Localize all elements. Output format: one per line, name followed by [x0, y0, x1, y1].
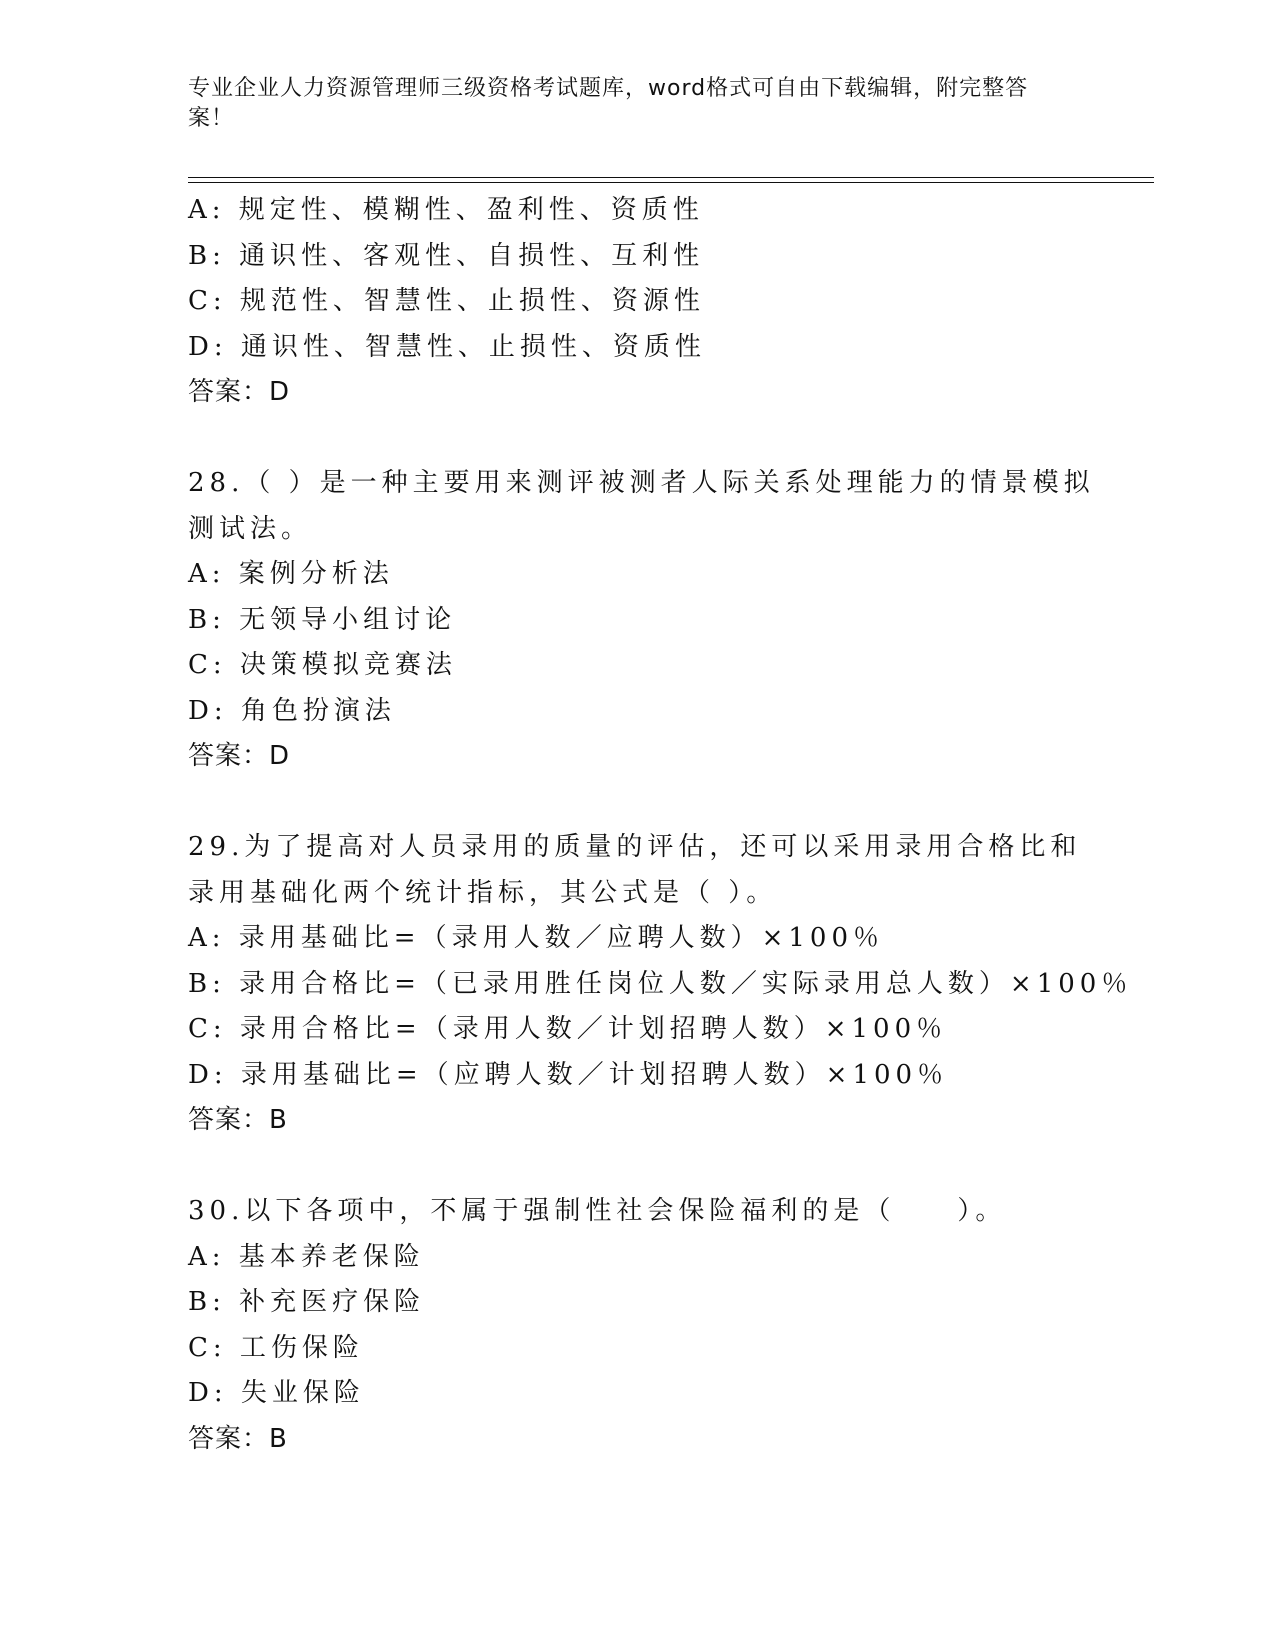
- question-29-option-c: C: 录用合格比=（录用人数／计划招聘人数）×100％: [188, 1014, 948, 1044]
- question-30-option-b: B: 补充医疗保险: [188, 1287, 426, 1317]
- question-29: [188, 825, 1133, 1144]
- question-27-option-a: A: 规定性、模糊性、盈利性、资质性: [188, 195, 704, 225]
- question-28: [188, 461, 1108, 780]
- question-29-answer: 答案：B: [188, 1105, 288, 1135]
- question-27: [188, 188, 1108, 416]
- question-30-option-a: A: 基本养老保险: [188, 1241, 425, 1272]
- question-29-option-a: A: 录用基础比=（录用人数／应聘人数）×100％: [188, 923, 884, 953]
- question-28-option-a: A: 案例分析法: [188, 559, 394, 589]
- header-divider-bottom: [188, 182, 1154, 183]
- question-spacer: [188, 416, 1108, 462]
- question-27-option-d: D: 通识性、智慧性、止损性、资质性: [188, 331, 706, 362]
- question-28-option-d: D: 角色扮演法: [188, 695, 396, 726]
- question-29-option-d: D: 录用基础比=（应聘人数／计划招聘人数）×100％: [188, 1059, 949, 1090]
- question-27-option-c: C: 规范性、智慧性、止损性、资源性: [188, 286, 705, 316]
- header-divider-top: [188, 177, 1154, 178]
- question-30: [188, 1189, 1108, 1462]
- question-30-answer: 答案：B: [188, 1423, 288, 1454]
- question-list: [188, 188, 1133, 1462]
- question-28-option-b: B: 无领导小组讨论: [188, 604, 457, 635]
- question-28-option-c: C: 决策模拟竞赛法: [188, 650, 457, 680]
- question-29-title: 29.为了提高对人员录用的质量的评估，还可以采用录用合格比和录用基础化两个统计指标，其公式是（ ）。: [188, 832, 1082, 908]
- question-spacer: [188, 780, 1108, 826]
- question-27-option-b: B: 通识性、客观性、自损性、互利性: [188, 240, 705, 271]
- question-28-answer: 答案：D: [188, 741, 291, 771]
- question-28-title: 28.（ ）是一种主要用来测评被测者人际关系处理能力的情景模拟测试法。: [188, 468, 1095, 544]
- document-header-note: 专业企业人力资源管理师三级资格考试题库，word格式可自由下载编辑，附完整答案！: [188, 76, 1029, 131]
- question-30-option-c: C: 工伤保险: [188, 1332, 364, 1363]
- question-27-answer: 答案：D: [188, 377, 291, 407]
- question-spacer: [188, 1144, 1108, 1190]
- question-30-title: 30.以下各项中，不属于强制性社会保险福利的是（ ）。: [188, 1196, 1007, 1226]
- question-29-option-b: B: 录用合格比=（已录用胜任岗位人数／实际录用总人数）×100％: [188, 968, 1133, 999]
- question-30-option-d: D: 失业保险: [188, 1378, 365, 1408]
